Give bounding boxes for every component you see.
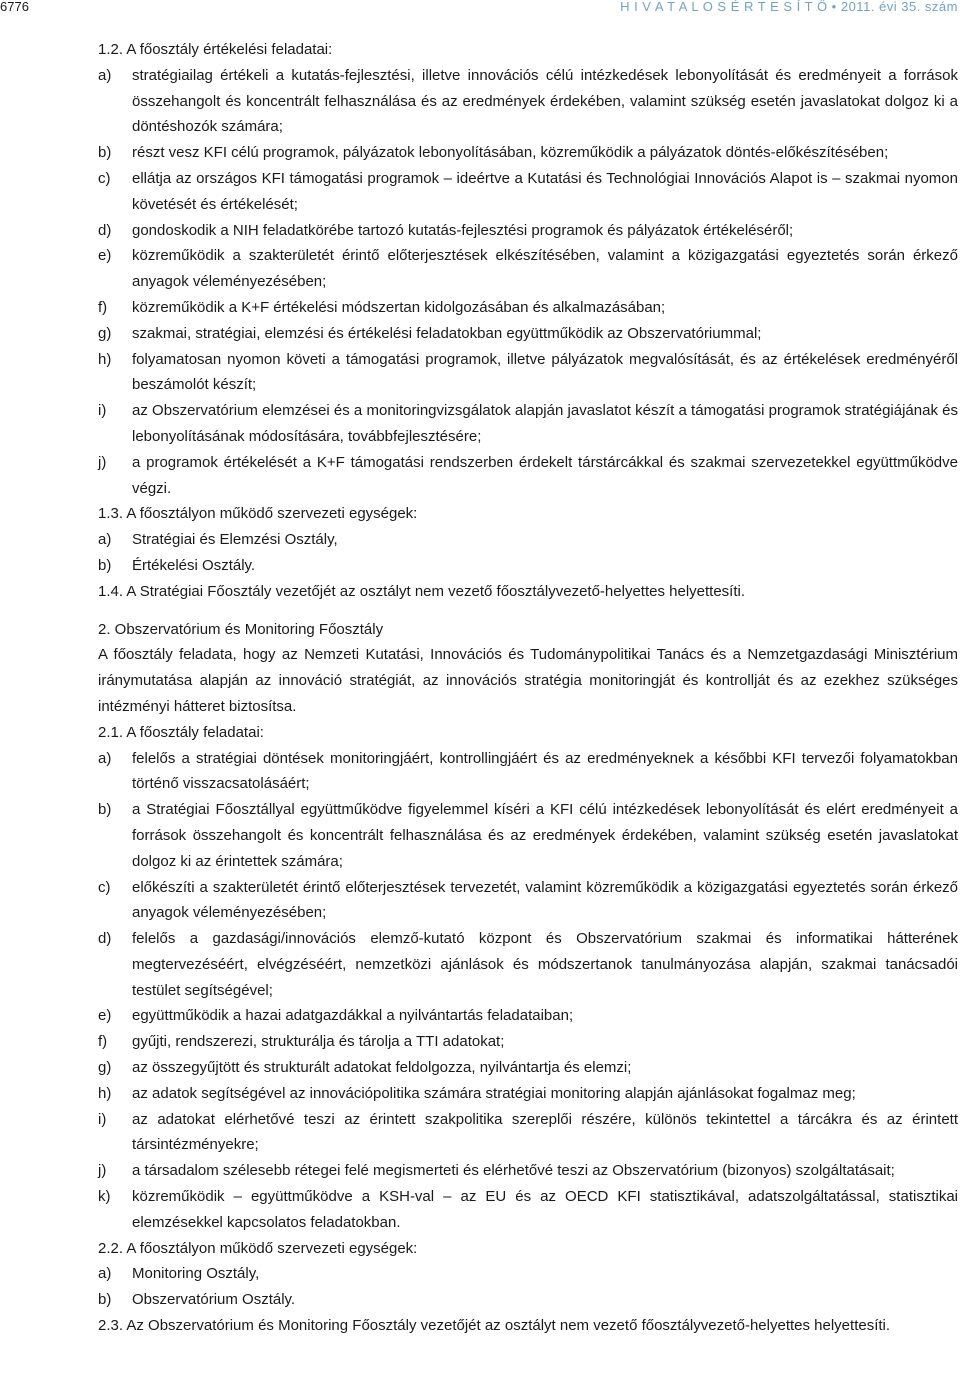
list-item-marker: f) <box>98 298 108 316</box>
list-item-text: Obszervatórium Osztály. <box>132 1291 296 1309</box>
list-item-text: az Obszervatórium elemzései és a monitoringvizsgálatok alapján javaslatot készít a támogatási programok stratégiájának és lebonyolításának módosítására, továbbfejlesztésére; <box>132 402 958 445</box>
list-item-text: gyűjti, rendszerezi, strukturálja és tárolja a TTI adatokat; <box>132 1033 505 1051</box>
list-item-text: a programok értékelését a K+F támogatási rendszerben érdekelt társtárcákkal és szakmai szervezetekkel együttműködve végzi. <box>132 453 958 497</box>
list-item <box>98 243 958 295</box>
list-item-marker: g) <box>98 1059 112 1077</box>
document-body <box>98 37 958 1339</box>
section-2-2-list <box>98 1261 958 1313</box>
list-item <box>98 926 958 1003</box>
list-item-text: részt vesz KFI célú programok, pályázatok lebonyolításában, közreműködik a pályázatok döntés-előkészítésében; <box>132 144 889 162</box>
list-item-text: Monitoring Osztály, <box>132 1265 260 1283</box>
list-item-marker: i) <box>98 1110 107 1128</box>
list-item-text: a társadalom szélesebb rétegei felé megismerteti és elérhetővé teszi az Obszervatórium (bizonyos) szolgáltatásait; <box>132 1162 895 1180</box>
list-item <box>98 553 958 579</box>
list-item-text: gondoskodik a NIH feladatkörébe tartozó kutatás-fejlesztési programok és pályázatok értékeléséről; <box>132 221 794 239</box>
list-item <box>98 1261 958 1287</box>
list-item-marker: d) <box>98 221 112 239</box>
list-item-text: az összegyűjtött és strukturált adatokat feldolgozza, nyilvántartja és elemzi; <box>132 1059 632 1077</box>
section-1-3-list <box>98 527 958 579</box>
section-2-title: 2. Obszervatórium és Monitoring Főosztály <box>98 620 384 638</box>
list-item-marker: h) <box>98 350 112 368</box>
list-item <box>98 218 958 244</box>
section-2-1-list <box>98 746 958 1236</box>
list-item-text: stratégiailag értékeli a kutatás-fejlesztési, illetve innovációs célú intézkedések lebonyolítását és eredményeit a források összehangolt és koncentrált felhasználása és az eredmények érdekében, valamint szükség esetén javaslatokat dolgoz ki a döntéshozók számára; <box>132 66 958 136</box>
list-item <box>98 347 958 399</box>
section-2-1-heading: 2.1. A főosztály feladatai: <box>98 723 264 741</box>
list-item <box>98 1184 958 1236</box>
section-1-4-paragraph: 1.4. A Stratégiai Főosztály vezetőjét az osztályt nem vezető főosztályvezető-helyettes helyettesíti. <box>98 582 745 600</box>
list-item-marker: b) <box>98 801 112 819</box>
list-item-marker: j) <box>98 453 107 471</box>
section-1-2-list <box>98 63 958 502</box>
list-item-text: a Stratégiai Főosztállyal együttműködve figyelemmel kíséri a KFI célú intézkedések lebonyolítását és elért eredményeit a források összehangolt és koncentrált felhasználása és az eredmények érdekében, valamint szükség esetén javaslatokat dolgoz ki az érintettek számára; <box>132 801 958 870</box>
list-item <box>98 875 958 927</box>
list-item-marker: a) <box>98 749 112 767</box>
list-item-text: az adatok segítségével az innovációpolitika számára stratégiai monitoring alapján ajánlásokat fogalmaz meg; <box>132 1084 856 1102</box>
list-item-text: folyamatosan nyomon követi a támogatási programok, illetve pályázatok megvalósítását, és az értékelések eredményéről beszámolót készít; <box>132 350 958 394</box>
list-item <box>98 1081 958 1107</box>
journal-title: H I V A T A L O S É R T E S Í T Ő • 2011. évi 35. szám <box>620 0 958 14</box>
list-item <box>98 450 958 502</box>
list-item <box>98 1287 958 1313</box>
list-item <box>98 746 958 798</box>
list-item-marker: g) <box>98 324 112 342</box>
list-item-marker: b) <box>98 144 112 162</box>
list-item-marker: c) <box>98 878 111 896</box>
section-2-3-paragraph: 2.3. Az Obszervatórium és Monitoring Főosztály vezetőjét az osztályt nem vezető főosztályvezető-helyettes helyettesíti. <box>98 1317 891 1335</box>
section-1-3-heading: 1.3. A főosztályon működő szervezeti egységek: <box>98 505 418 523</box>
list-item <box>98 1055 958 1081</box>
list-item-marker: a) <box>98 66 112 84</box>
list-item-marker: h) <box>98 1084 112 1102</box>
list-item-text: közreműködik a K+F értékelési módszertan kidolgozásában és alkalmazásában; <box>132 298 666 316</box>
list-item-text: Stratégiai és Elemzési Osztály, <box>132 531 338 549</box>
list-item <box>98 140 958 166</box>
list-item-text: együttműködik a hazai adatgazdákkal a nyilvántartás feladataiban; <box>132 1007 574 1025</box>
list-item <box>98 1003 958 1029</box>
list-item-text: az adatokat elérhetővé teszi az érintett szakpolitika szereplői részére, különös tekintettel a tárcákra és az érintett társintézményekre; <box>132 1110 958 1154</box>
list-item-text: közreműködik – együttműködve a KSH-val – az EU és az OECD KFI statisztikával, adatszolgáltatással, statisztikai elemzésekkel kapcsolatos feladatokban. <box>132 1188 958 1231</box>
list-item-text: közreműködik a szakterületét érintő előterjesztések elkészítésében, valamint a közigazgatási egyeztetés során érkező anyagok véleményezésében; <box>132 247 958 291</box>
list-item-text: felelős a stratégiai döntések monitoringjáért, kontrollingjáért és az eredményeknek a későbbi KFI tervezői folyamatokban történő visszacsatolásáért; <box>132 749 958 793</box>
list-item-text: felelős a gazdasági/innovációs elemző-kutató központ és Obszervatórium szakmai és informatikai hátterének megtervezéséért, elvégzéséért, nemzetközi ajánlások és módszertanok tanulmányozása alapján, szakmai tanácsadói testület segítségével; <box>132 930 958 999</box>
list-item <box>98 321 958 347</box>
list-item-marker: b) <box>98 556 112 574</box>
list-item-marker: a) <box>98 1265 112 1283</box>
list-item-marker: i) <box>98 402 107 420</box>
list-item-text: szakmai, stratégiai, elemzési és értékelési feladatokban együttműködik az Obszervatóriummal; <box>132 324 762 342</box>
list-item <box>98 1107 958 1159</box>
list-item-marker: c) <box>98 169 111 187</box>
page-header <box>0 0 960 22</box>
section-2-intro: A főosztály feladata, hogy az Nemzeti Kutatási, Innovációs és Tudománypolitikai Tanács és a Nemzetgazdasági Minisztérium iránymutatása alapján az innováció stratégiát, az innovációs stratégia monitoringját és kontrollját és az ezekhez szükséges intézményi hátteret biztosítsa. <box>98 646 958 715</box>
list-item-marker: k) <box>98 1188 111 1206</box>
list-item-marker: d) <box>98 930 112 948</box>
list-item <box>98 398 958 450</box>
list-item-text: ellátja az országos KFI támogatási programok – ideértve a Kutatási és Technológiai Innovációs Alapot is – szakmai nyomon követését és értékelését; <box>132 169 958 213</box>
list-item <box>98 527 958 553</box>
list-item-marker: e) <box>98 1007 112 1025</box>
list-item <box>98 797 958 874</box>
list-item-marker: a) <box>98 531 112 549</box>
page-number: 6776 <box>0 0 29 14</box>
list-item <box>98 1029 958 1055</box>
list-item-marker: b) <box>98 1291 112 1309</box>
list-item-text: Értékelési Osztály. <box>132 556 256 574</box>
list-item-marker: e) <box>98 247 112 265</box>
list-item-marker: f) <box>98 1033 108 1051</box>
list-item-marker: j) <box>98 1162 107 1180</box>
list-item-text: előkészíti a szakterületét érintő előterjesztések tervezetét, valamint közreműködik a közigazgatási egyeztetés során érkező anyagok véleményezésében; <box>132 878 958 922</box>
list-item <box>98 1158 958 1184</box>
list-item <box>98 295 958 321</box>
section-1-2-heading: 1.2. A főosztály értékelési feladatai: <box>98 41 333 58</box>
section-2-2-heading: 2.2. A főosztályon működő szervezeti egységek: <box>98 1239 418 1257</box>
list-item <box>98 63 958 140</box>
list-item <box>98 166 958 218</box>
